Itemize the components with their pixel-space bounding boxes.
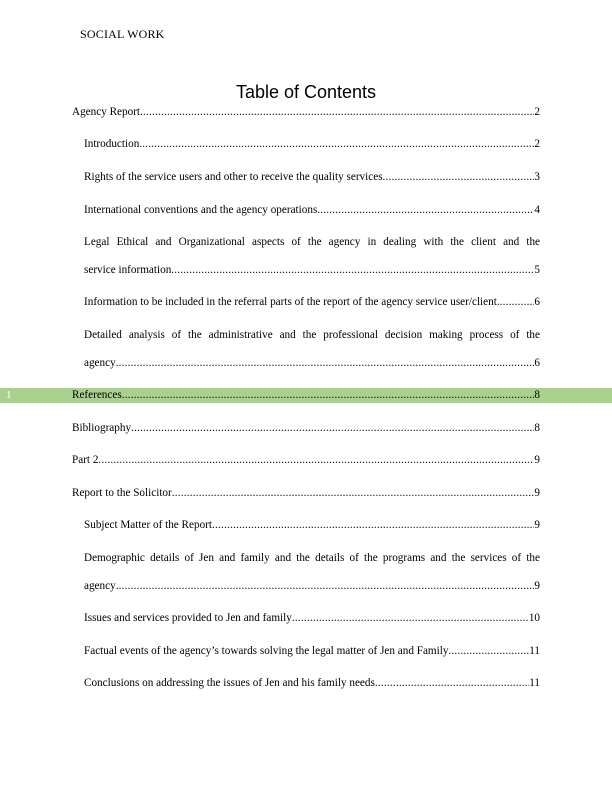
toc-entry[interactable] xyxy=(72,421,540,435)
toc-entry[interactable] xyxy=(84,170,540,184)
toc-entry[interactable] xyxy=(84,203,540,217)
toc-entry-page: 10 xyxy=(528,612,540,624)
leader-dots xyxy=(172,486,535,500)
leader-dots xyxy=(139,137,534,151)
toc-entry-text: service information xyxy=(84,264,172,276)
toc-entry-text: Subject Matter of the Report xyxy=(84,519,213,531)
toc-entry-text: Bibliography xyxy=(72,422,132,434)
toc-entry-page: 2 xyxy=(534,138,540,150)
running-head: SOCIAL WORK xyxy=(80,27,165,41)
toc-entry-page: 11 xyxy=(529,677,540,689)
toc-entry-line1[interactable]: Demographic details of Jen and family and the details of the programs and the services of the xyxy=(84,552,540,564)
toc-entry-text: agency xyxy=(84,357,116,369)
toc-entry-text: References xyxy=(72,389,122,401)
toc-entry-line1[interactable]: Detailed analysis of the administrative and the professional decision making process of the xyxy=(84,329,540,341)
toc-entry-text: Part 2 xyxy=(72,454,99,466)
leader-dots xyxy=(171,263,534,277)
toc-entry-page: 5 xyxy=(534,264,540,276)
leader-dots xyxy=(98,453,534,467)
leader-dots xyxy=(116,579,535,593)
leader-dots xyxy=(122,388,535,402)
toc-entry-page: 8 xyxy=(534,389,540,401)
toc-entry-page: 6 xyxy=(534,296,540,308)
toc-entry-text: Factual events of the agency’s towards solving the legal matter of Jen and Family xyxy=(84,645,449,657)
toc-entry-text: agency xyxy=(84,580,116,592)
toc-entry-text: Information to be included in the referral parts of the report of the agency service user/client. xyxy=(84,296,500,308)
margin-line-number: 1 xyxy=(6,389,12,401)
toc-entry-text: Introduction xyxy=(84,138,140,150)
leader-dots xyxy=(375,676,529,690)
toc-entry-page: 6 xyxy=(534,357,540,369)
leader-dots xyxy=(116,356,535,370)
toc-entry-page: 3 xyxy=(534,171,540,183)
toc-entry[interactable] xyxy=(72,486,540,500)
toc-entry-page: 4 xyxy=(534,204,540,216)
toc-entry-page: 11 xyxy=(529,645,540,657)
toc-entry[interactable] xyxy=(72,453,540,467)
toc-entry-page: 9 xyxy=(534,454,540,466)
toc-entry[interactable] xyxy=(84,611,540,625)
toc-entry[interactable] xyxy=(84,295,540,309)
toc-entry[interactable] xyxy=(84,356,540,370)
toc-entry-text: Report to the Solicitor xyxy=(72,487,172,499)
toc-entry-text: Issues and services provided to Jen and family xyxy=(84,612,292,624)
toc-entry-page: 8 xyxy=(534,422,540,434)
leader-dots xyxy=(140,105,534,119)
leader-dots xyxy=(212,518,534,532)
toc-entry-text: Conclusions on addressing the issues of Jen and his family needs xyxy=(84,677,375,689)
toc-entry[interactable] xyxy=(84,676,540,690)
toc-entry-text: Rights of the service users and other to receive the quality services xyxy=(84,171,383,183)
leader-dots xyxy=(448,644,529,658)
toc-entry[interactable] xyxy=(84,137,540,151)
toc-title: Table of Contents xyxy=(235,82,377,102)
leader-dots xyxy=(383,170,535,184)
toc-entry-page: 9 xyxy=(534,580,540,592)
leader-dots xyxy=(131,421,534,435)
leader-dots xyxy=(500,295,535,309)
toc-entry[interactable] xyxy=(72,105,540,119)
toc-entry[interactable] xyxy=(84,644,540,658)
leader-dots xyxy=(292,611,529,625)
toc-entry-page: 9 xyxy=(534,519,540,531)
toc-entry[interactable] xyxy=(84,518,540,532)
toc-entry[interactable] xyxy=(84,263,540,277)
leader-dots xyxy=(317,203,534,217)
toc-entry-page: 2 xyxy=(534,106,540,118)
toc-entry-page: 9 xyxy=(534,487,540,499)
toc-entry[interactable] xyxy=(84,579,540,593)
toc-entry[interactable] xyxy=(72,388,540,402)
toc-entry-text: Agency Report xyxy=(72,106,141,118)
toc-entry-line1[interactable]: Legal Ethical and Organizational aspects of the agency in dealing with the client and the xyxy=(84,236,540,248)
toc-entry-text: International conventions and the agency operations xyxy=(84,204,318,216)
